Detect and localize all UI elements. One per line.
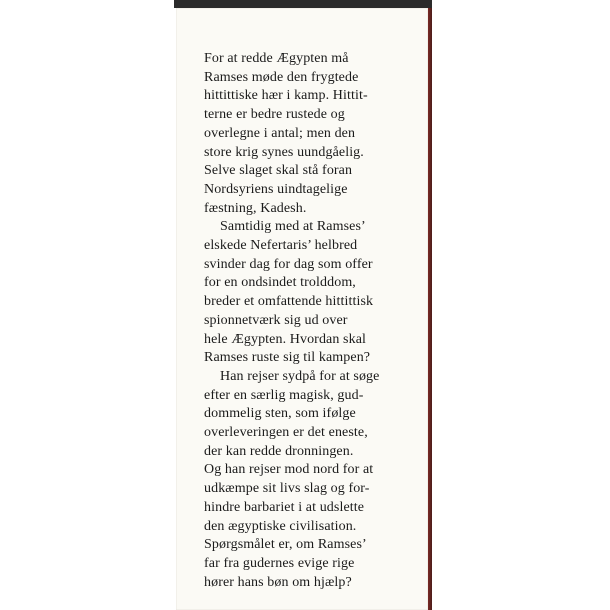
text-line: breder et omfattende hittittisk (204, 294, 374, 310)
text-line: Samtidig med at Ramses’ (220, 219, 366, 235)
text-line: den ægyptiske civilisation. (204, 518, 357, 534)
paragraph-2 (204, 218, 426, 368)
text-line: Ramses ruste sig til kampen? (204, 350, 371, 366)
text-line: overlegne i antal; men den (204, 125, 356, 141)
text-line: store krig synes uundgåelig. (204, 144, 364, 160)
text-line: udkæmpe sit livs slag og for- (204, 481, 370, 497)
text-line: elskede Nefertaris’ helbred (204, 238, 358, 254)
text-line: der kan redde dronningen. (204, 443, 354, 459)
cover-edge (428, 8, 432, 610)
text-line: far fra gudernes evige rige (204, 555, 355, 571)
text-line: dommelig sten, som ifølge (204, 406, 356, 422)
text-line: spionnetværk sig ud over (204, 312, 348, 328)
text-line: terne er bedre rustede og (204, 107, 345, 123)
text-line: Og han rejser mod nord for at (204, 462, 374, 478)
text-line: Ramses møde den frygtede (204, 69, 359, 85)
text-line: hører hans bøn om hjælp? (204, 574, 352, 590)
text-line: fæstning, Kadesh. (204, 200, 307, 216)
text-line: For at redde Ægypten må (204, 51, 349, 66)
text-line: Nordsyriens uindtagelige (204, 181, 348, 197)
paragraph-3 (204, 368, 426, 592)
text-line: hele Ægypten. Hvordan skal (204, 331, 367, 347)
text-line: svinder dag for dag som offer (204, 256, 373, 272)
text-line: Selve slaget skal stå foran (204, 163, 353, 179)
text-line: overleveringen er det eneste, (204, 425, 368, 441)
text-line: Spørgsmålet er, om Ramses’ (204, 537, 367, 553)
back-cover-blurb (204, 50, 426, 592)
text-line: hittittiske hær i kamp. Hittit- (204, 88, 368, 104)
text-line: efter en særlig magisk, gud- (204, 387, 364, 403)
top-edge-band (174, 0, 432, 8)
text-line: for en ondsindet trolddom, (204, 275, 356, 291)
paragraph-1 (204, 50, 426, 218)
text-line: Han rejser sydpå for at søge (220, 368, 380, 384)
text-line: hindre barbariet i at udslette (204, 499, 365, 515)
